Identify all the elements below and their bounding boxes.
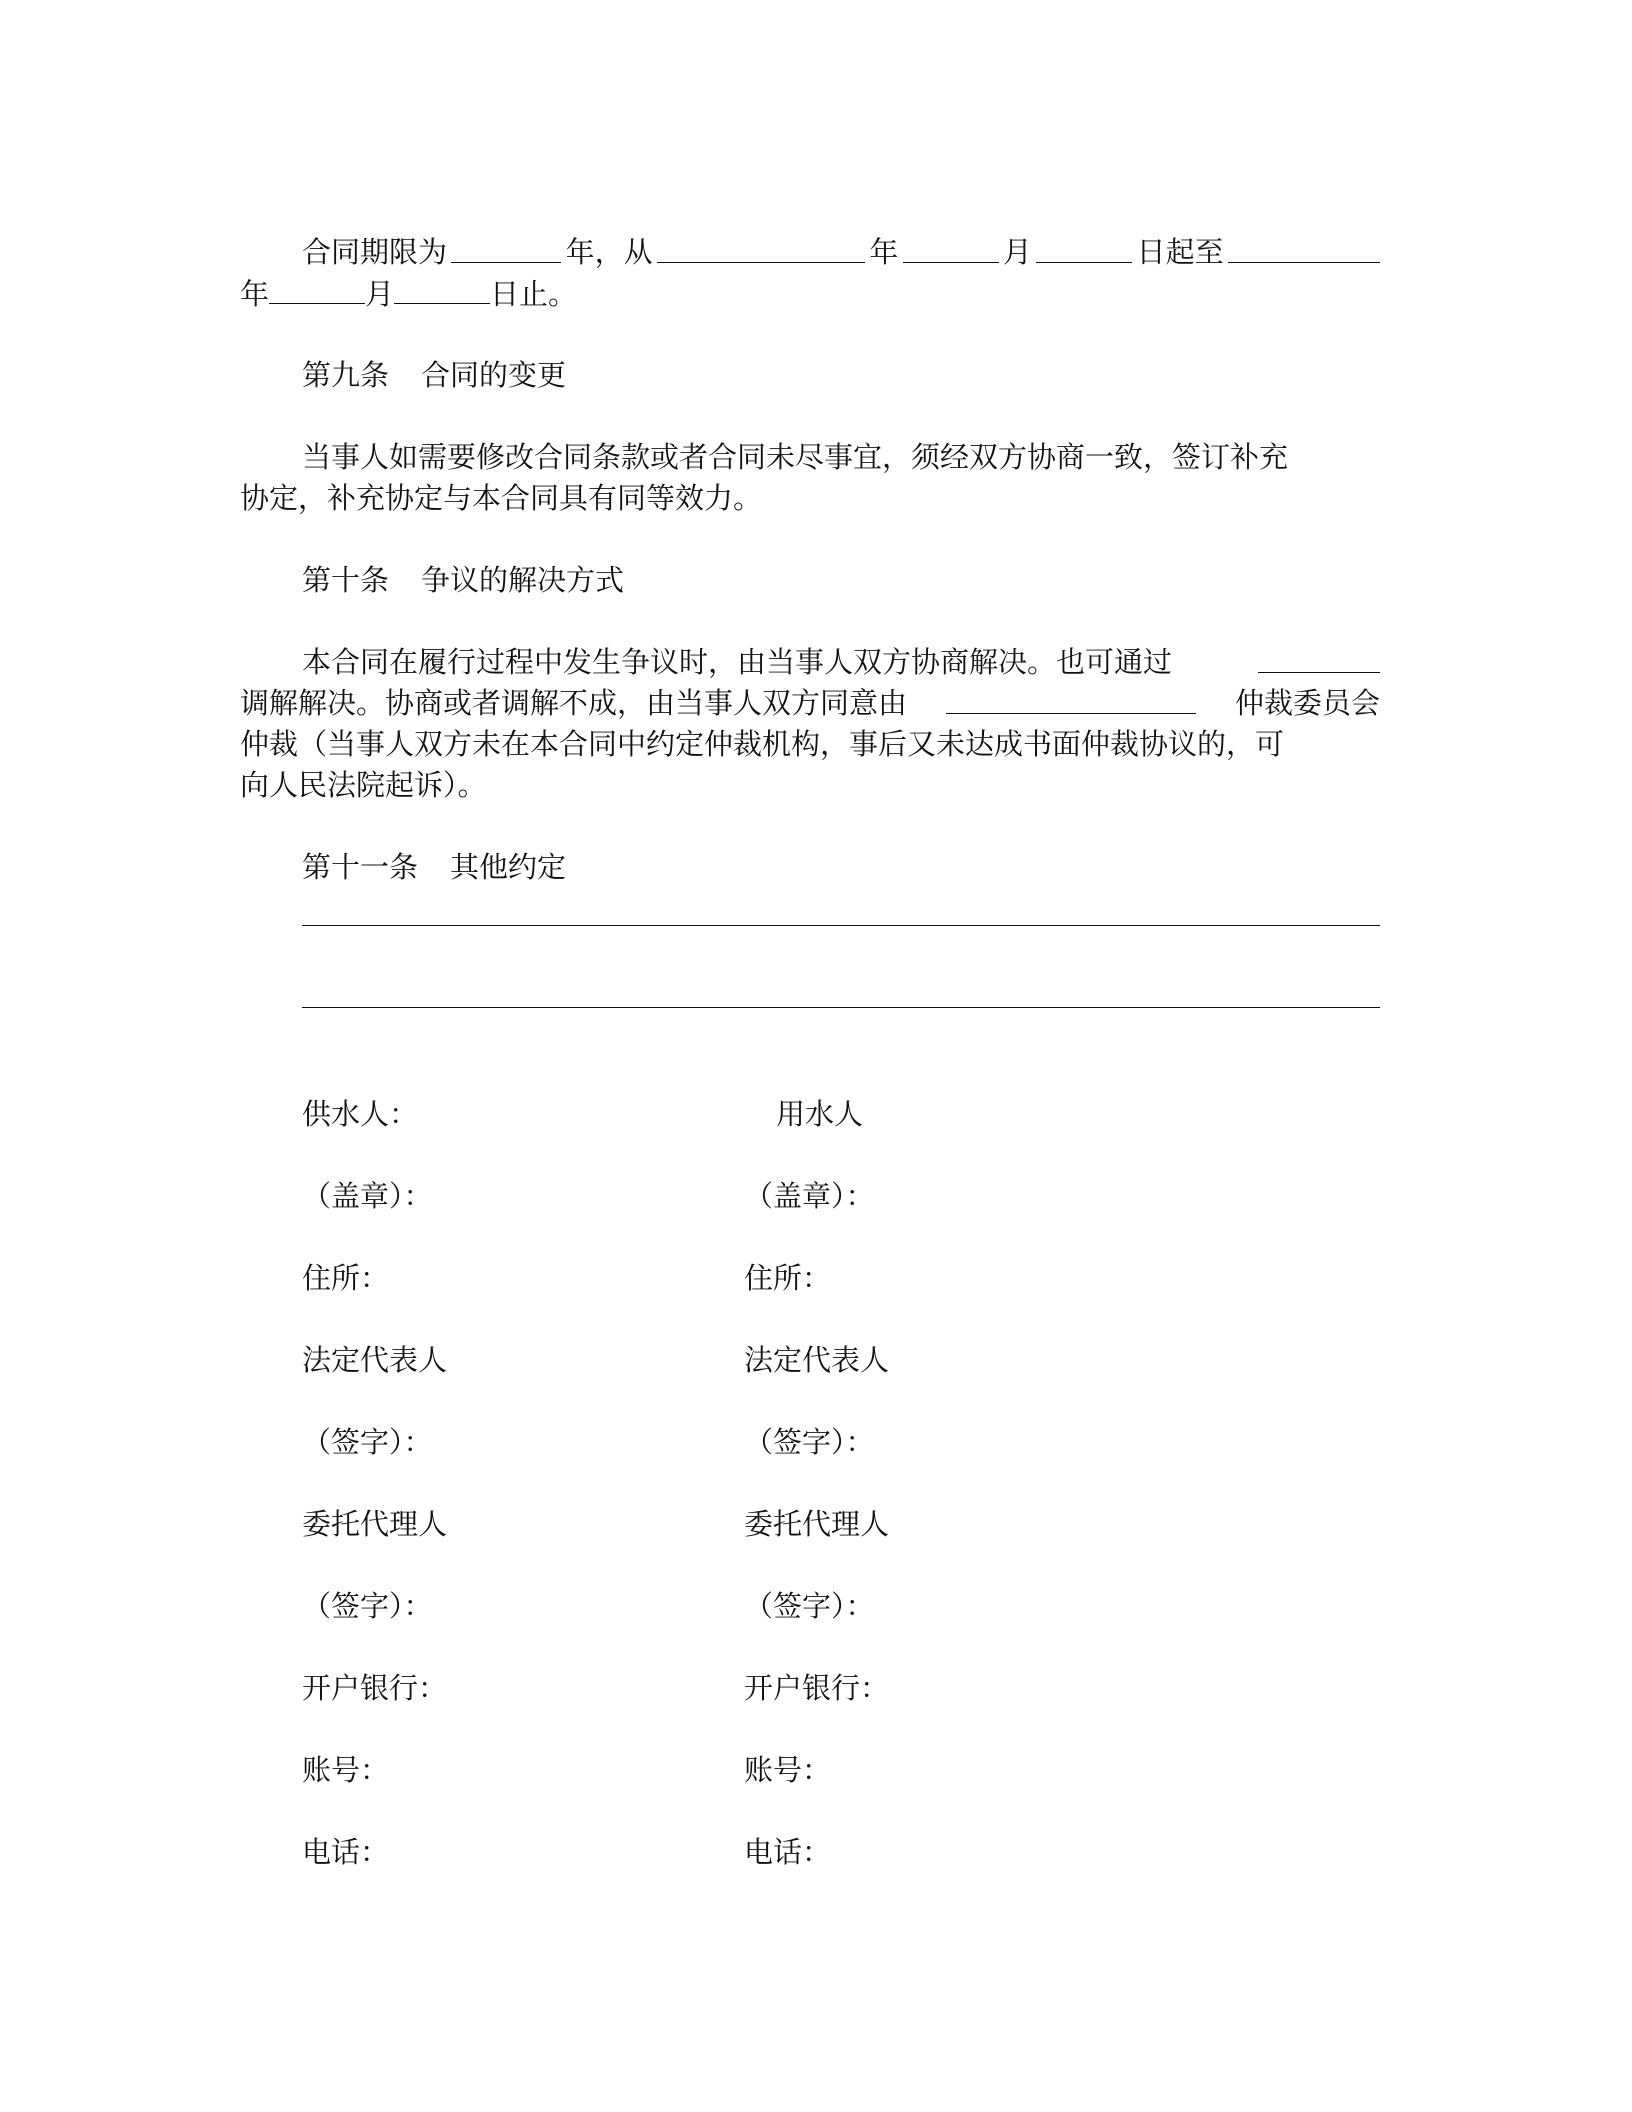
term-text: 日起至: [1136, 235, 1224, 269]
supplier-seal: （盖章）：: [302, 1179, 433, 1213]
supplier-bank: 开户银行：: [302, 1671, 448, 1705]
article-10-line-1: [240, 642, 1380, 682]
term-label: 合同期限为: [302, 235, 448, 269]
article-number: 第十条: [302, 563, 390, 597]
paragraph-text: 本合同在履行过程中发生争议时，由当事人双方协商解决。也可通过: [302, 645, 1173, 679]
supplier-agent: 委托代理人: [302, 1507, 448, 1541]
start-day-blank: [1036, 232, 1132, 263]
supplier-account: 账号：: [302, 1753, 390, 1787]
user-seal: （盖章）：: [744, 1179, 875, 1213]
term-text: 月: [1002, 235, 1032, 269]
start-month-blank: [903, 232, 999, 263]
term-text: 日止。: [490, 277, 578, 311]
user-address: 住所：: [744, 1261, 832, 1295]
user-legal-signature: （签字）：: [744, 1425, 875, 1459]
paragraph-text: 仲裁委员会: [1234, 686, 1380, 720]
paragraph-text: 仲裁（当事人双方未在本合同中约定仲裁机构，事后又未达成书面仲裁协议的，可: [240, 727, 1285, 761]
article-9-line-2: [240, 478, 1380, 518]
start-year-blank: [657, 232, 865, 263]
end-year-blank: [1228, 232, 1380, 263]
supplier-agent-signature: （签字）：: [302, 1589, 433, 1623]
paragraph-text: 当事人如需要修改合同条款或者合同未尽事宜，须经双方协商一致，签订补充: [302, 440, 1289, 474]
user-legal-rep: 法定代表人: [744, 1343, 890, 1377]
article-10-line-2: [240, 683, 1380, 723]
supplier-label: 供水人：: [302, 1097, 419, 1131]
article-10-line-4: [240, 765, 1380, 805]
term-text: 年，从: [565, 235, 653, 269]
term-line-1: [240, 232, 1380, 272]
user-account: 账号：: [744, 1753, 832, 1787]
article-9-line-1: [240, 437, 1380, 477]
paragraph-text: 协定，补充协定与本合同具有同等效力。: [240, 481, 763, 515]
mediator-blank: [1258, 642, 1380, 673]
user-agent: 委托代理人: [744, 1507, 890, 1541]
article-title: 争议的解决方式: [421, 563, 625, 597]
other-terms-line-2: [302, 1007, 1380, 1008]
user-agent-signature: （签字）：: [744, 1589, 875, 1623]
paragraph-text: 调解解决。协商或者调解不成，由当事人双方同意由: [240, 686, 908, 720]
end-day-blank: [394, 273, 490, 304]
user-bank: 开户银行：: [744, 1671, 890, 1705]
article-title: 合同的变更: [421, 358, 567, 392]
term-text: 年: [240, 277, 270, 311]
article-title: 其他约定: [450, 850, 567, 884]
term-text: 月: [365, 277, 395, 311]
supplier-phone: 电话：: [302, 1835, 390, 1869]
article-10-heading: [302, 560, 624, 600]
article-number: 第九条: [302, 358, 390, 392]
term-line-2: [240, 273, 1380, 314]
article-number: 第十一条: [302, 850, 419, 884]
term-years-blank: [451, 232, 561, 263]
paragraph-text: 向人民法院起诉）。: [240, 768, 487, 802]
supplier-address: 住所：: [302, 1261, 390, 1295]
supplier-legal-rep: 法定代表人: [302, 1343, 448, 1377]
other-terms-line-1: [302, 925, 1380, 926]
arbitration-committee-blank: [946, 683, 1196, 714]
end-month-blank: [269, 273, 365, 304]
supplier-legal-signature: （签字）：: [302, 1425, 433, 1459]
user-phone: 电话：: [744, 1835, 832, 1869]
article-10-line-3: [240, 724, 1380, 764]
article-11-heading: [302, 847, 566, 887]
user-label: 用水人: [776, 1097, 864, 1131]
term-text: 年: [869, 235, 899, 269]
article-9-heading: [302, 355, 566, 395]
